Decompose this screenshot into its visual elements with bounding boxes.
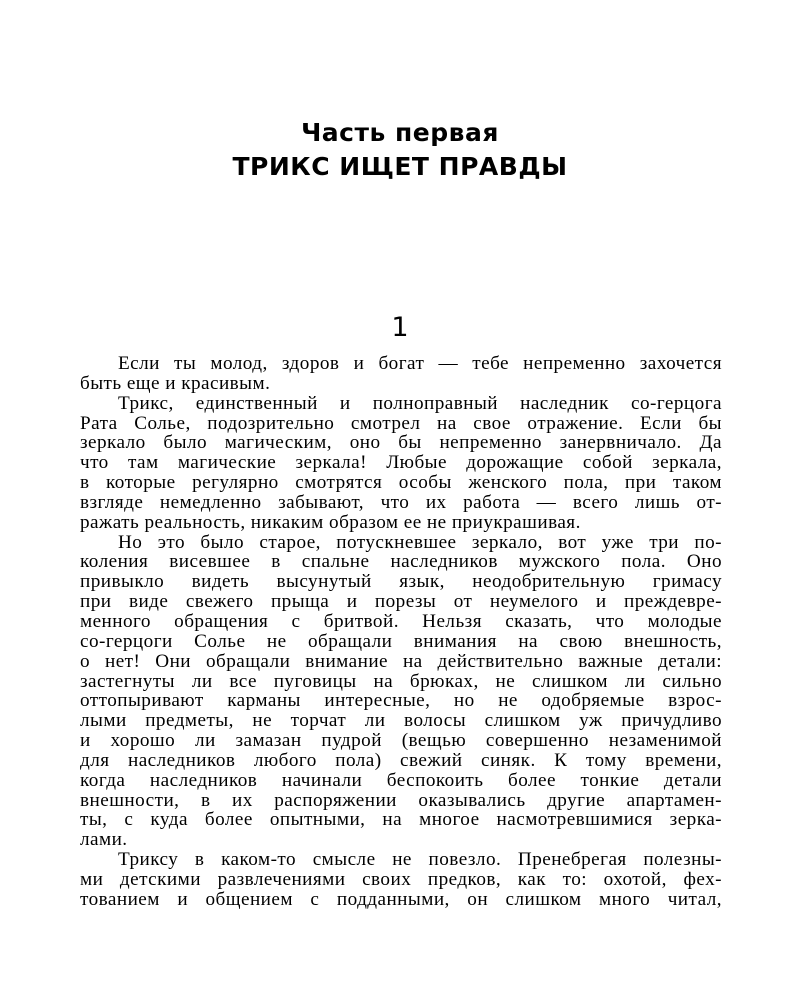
- chapter-body: [80, 354, 722, 910]
- paragraph: [80, 394, 722, 533]
- text-line: оттопыривают карманы интересные, но не одобряемые взрос-: [80, 690, 722, 712]
- text-line: для наследников любого пола) свежий синяк. К тому времени,: [80, 749, 722, 771]
- text-line: о нет! Они обращали внимание на действительно важные детали:: [80, 650, 722, 672]
- text-line: со-герцоги Солье не обращали внимания на свою внешность,: [80, 630, 722, 652]
- chapter-number: 1: [391, 312, 409, 343]
- text-line: Рата Солье, подозрительно смотрел на свое отражение. Если бы: [80, 412, 722, 434]
- part-heading: Часть первая: [301, 118, 499, 147]
- text-line: менного обращения с бритвой. Нельзя сказать, что молодые: [80, 610, 722, 632]
- text-line: Если ты молод, здоров и богат — тебе непременно захочется: [118, 353, 722, 374]
- part-title: ТРИКС ИЩЕТ ПРАВДЫ: [232, 152, 568, 181]
- text-line: в которые регулярно смотрятся особы женского пола, при таком: [80, 472, 722, 494]
- text-line: что там магические зеркала! Любые дорожащие собой зеркала,: [80, 452, 722, 474]
- text-line: зеркало было магическим, оно бы непременно занервничало. Да: [80, 432, 722, 454]
- text-line: Триксу в каком-то смысле не повезло. Пренебрегая полезны-: [118, 849, 722, 871]
- paragraph: [80, 850, 722, 910]
- paragraph: [80, 354, 722, 394]
- paragraph: [80, 533, 722, 851]
- text-line: тованием и общением с подданными, он слишком много читал,: [80, 888, 722, 910]
- text-line: ми детскими развлечениями своих предков, как то: охотой, фех-: [80, 868, 722, 890]
- text-line: быть еще и красивым.: [80, 372, 271, 394]
- text-line: и хорошо ли замазан пудрой (вещью совершенно незаменимой: [80, 730, 722, 752]
- text-line: лами.: [80, 829, 128, 851]
- text-line: ражать реальность, никаким образом ее не приукрашивая.: [80, 511, 581, 533]
- text-line: лыми предметы, не торчат ли волосы слишком уж причудливо: [80, 710, 722, 732]
- text-line: привыкло видеть высунутый язык, неодобрительную гримасу: [80, 571, 722, 593]
- text-line: внешности, в их распоряжении оказывались другие апартамен-: [80, 789, 722, 811]
- text-line: взгляде немедленно забывают, что их работа — всего лишь от-: [80, 491, 722, 513]
- text-line: ты, с куда более опытными, на многое насмотревшимися зерка-: [80, 809, 722, 831]
- text-line: Трикс, единственный и полноправный наследник со-герцога: [118, 392, 722, 414]
- text-line: Но это было старое, потускневшее зеркало, вот уже три по-: [118, 531, 722, 553]
- text-line: коления висевшее в спальне наследников мужского пола. Оно: [80, 551, 722, 573]
- text-line: когда наследников начинали беспокоить более тонкие детали: [80, 769, 722, 791]
- text-line: застегнуты ли все пуговицы на брюках, не слишком ли сильно: [80, 670, 722, 692]
- text-line: при виде свежего прыща и порезы от неумелого и преждевре-: [80, 591, 722, 613]
